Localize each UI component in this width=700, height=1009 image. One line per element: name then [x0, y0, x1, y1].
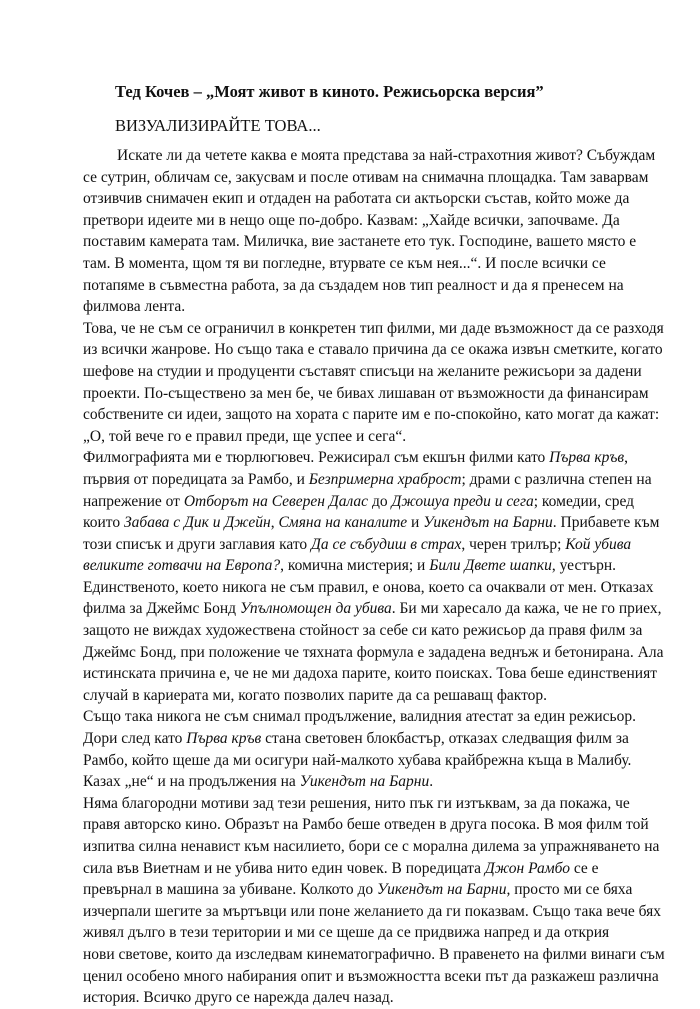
text-span: изчерпали шегите за мъртъвци или поне желанието да ги показвам. Също така вече бях — [83, 902, 662, 920]
italic-title-span: Първа кръв — [186, 730, 262, 748]
text-span: напрежение от — [83, 492, 184, 510]
text-line — [83, 577, 654, 599]
text-line — [83, 642, 664, 664]
italic-title-span: Били Двете шапки — [429, 557, 552, 575]
text-span: Това, че не съм се ограничил в конкретен тип филми, ми даде възможност да се разходя — [83, 319, 664, 337]
text-line — [83, 275, 643, 297]
text-span: отзивчив снимачен екип и отдаден на работата си актьорски състав, който може да — [83, 190, 630, 208]
text-span: живял дълго в тези територии и ми се щеше да се придвижа напред и да открия — [83, 924, 610, 942]
text-line — [83, 534, 643, 556]
text-span: „О, той вече го е правил преди, ще успее и сега“. — [83, 427, 407, 445]
text-line — [83, 469, 652, 491]
text-line — [83, 750, 643, 772]
text-span: Филмографията ми е тюрлюгювеч. Режисирал съм екшън филми като — [83, 449, 550, 467]
text-span: Също така никога не съм снимал продължение, валидния атестат за един режисьор. — [83, 708, 637, 726]
text-span: сила във Виетнам и не убива нито един човек. В поредицата — [83, 859, 485, 877]
text-span: до — [368, 492, 392, 510]
text-span: история. Всичко друго се нарежда далеч назад. — [83, 989, 394, 1007]
text-span: , уестърн. — [551, 557, 617, 575]
text-span: ; драми с различна степен на — [461, 470, 652, 488]
text-span: които — [83, 514, 124, 532]
text-span: се сутрин, обличам се, закусвам и после отивам на снимачна площадка. Там заварвам — [83, 168, 649, 186]
text-line — [83, 706, 643, 728]
text-line — [83, 793, 643, 815]
text-span: потапяме в съвместна работа, за да създадем нов тип реалност и да я пренесем на — [83, 276, 624, 294]
italic-title-span: великите готвачи на Европа? — [83, 557, 281, 575]
text-span: филмова лента. — [83, 298, 186, 316]
text-span: Няма благородни мотиви зад тези решения, нито пък ги изтъквам, за да покажа, че — [83, 794, 630, 812]
text-span: ; комедии, сред — [533, 492, 635, 510]
text-line — [83, 555, 643, 577]
text-span: шефове на студии и продуценти съставят списъци на желаните режисьори за дадени — [83, 362, 642, 380]
text-span: нови светове, които да изследвам кинематографично. В правенето на филми винаги съм — [83, 945, 665, 963]
text-line — [83, 663, 657, 685]
text-span: Единственото, което никога не съм правил, е онова, което са очаквали от мен. Отказах — [83, 578, 654, 596]
document-title: Тед Кочев – „Моят живот в киното. Режисьорска версия” — [115, 82, 544, 101]
text-span: филма за Джеймс Бонд — [83, 600, 240, 618]
text-span: . — [429, 773, 434, 791]
text-line — [83, 339, 663, 361]
italic-title-span: Джон Рамбо — [484, 859, 570, 877]
text-span: , черен трилър; — [461, 535, 566, 553]
italic-title-span: Първа кръв — [549, 449, 625, 467]
text-line — [83, 620, 643, 642]
text-span: претвори идеите ми в нещо още по-добро. Казвам: „Хайде всички, започваме. Да — [83, 211, 620, 229]
text-line — [83, 685, 643, 707]
italic-title-span: Уикендът на Барни, — [376, 881, 511, 899]
text-span: превърнал в машина за убиване. Колкото до — [83, 881, 377, 899]
text-line — [83, 728, 643, 750]
text-line — [83, 426, 643, 448]
text-line — [83, 814, 649, 836]
text-span: поставим камерата там. Миличка, вие застанете ето тук. Господине, вашето място е — [83, 233, 637, 251]
text-line — [83, 296, 643, 318]
text-span: . Би ми харесало да кажа, че не го приех, — [391, 600, 662, 618]
text-line — [83, 966, 659, 988]
text-line — [83, 512, 660, 534]
text-span: Дори след като — [83, 730, 187, 748]
text-span: случай в кариерата ми, когато позволих парите да са решаващ фактор. — [83, 686, 548, 704]
text-line — [83, 491, 643, 513]
text-line — [83, 318, 664, 340]
italic-title-span: Уикендът на Барни — [299, 773, 430, 791]
italic-title-span: Забава с Дик и Джейн — [123, 514, 271, 532]
text-span: изпитва силна ненавист към насилието, бори се с морална дилема за упражняването на — [83, 838, 660, 855]
italic-title-span: Безпримерна храброст — [308, 470, 462, 488]
text-span: и — [407, 514, 424, 532]
text-span: . Прибавете към — [552, 514, 660, 532]
text-line — [83, 383, 649, 405]
italic-title-span: Смяна на каналите — [278, 514, 408, 532]
text-span: , — [270, 514, 279, 532]
text-line — [83, 901, 662, 923]
text-line — [83, 987, 643, 1009]
italic-title-span: Да се събудиш в страх — [311, 535, 462, 553]
text-line — [83, 210, 643, 232]
text-span: този списък и други заглавия като — [83, 535, 312, 553]
text-line — [83, 771, 643, 793]
text-span: Джеймс Бонд, при положение че тяхната формула е зададена веднъж и бетонирана. Ала — [83, 643, 664, 661]
text-line — [83, 167, 649, 189]
text-span: из всички жанрове. Но също така е ставало причина да се окажа извън сметките, когато — [83, 341, 663, 359]
text-line — [83, 145, 656, 167]
text-span: Искате ли да четете каква е моята представа за най-страхотния живот? Събуждам — [117, 147, 656, 164]
text-span: Рамбо, който щеше да ми осигури най-малкото хубава крайбрежна къща в Малибу. — [83, 751, 632, 769]
body-text — [83, 145, 665, 1009]
text-span: първия от поредицата за Рамбо, и — [83, 470, 309, 488]
text-span: собствените си идеи, защото на хората с парите им е по-спокойно, като могат да кажат: — [83, 406, 660, 424]
italic-title-span: Кой убива — [565, 535, 632, 553]
text-line — [83, 879, 643, 901]
italic-title-span: Уикендът на Барни — [423, 514, 553, 532]
text-span: ценил особено много набирания опит и възможността всеки път да разкажеш различна — [83, 967, 659, 985]
text-line — [83, 598, 662, 620]
text-line — [83, 922, 643, 944]
text-line — [83, 253, 643, 275]
text-line — [83, 944, 665, 966]
text-span: истинската причина е, че не ми дадоха парите, които поисках. Това беше единственият — [83, 665, 657, 683]
text-span: Казах „не“ и на продължения на — [83, 773, 300, 791]
text-span: там. В момента, щом тя ви погледне, втурвате се към нея...“. И после всички се — [83, 254, 606, 272]
text-line — [83, 447, 643, 469]
text-span: правя авторско кино. Образът на Рамбо беше отведен в друга посока. В моя филм той — [83, 816, 649, 834]
text-span: защото не виждах художествена стойност за себе си като режисьор да правя филм за — [83, 622, 643, 640]
text-line — [83, 361, 643, 383]
italic-title-span: Джошуа преди и сега — [391, 492, 534, 510]
text-span: стана световен блокбастър, отказах следващия филм за — [261, 730, 629, 748]
text-line — [83, 858, 643, 880]
text-line — [83, 404, 660, 426]
text-span: се е — [569, 859, 599, 877]
text-span: , — [624, 449, 629, 467]
text-span: просто ми се бяха — [510, 881, 633, 899]
text-span: проекти. По-съществено за мен бе, че бивах лишаван от възможности да финансирам — [83, 384, 649, 402]
section-heading: ВИЗУАЛИЗИРАЙТЕ ТОВА... — [115, 116, 321, 135]
text-line — [83, 836, 660, 858]
text-line — [83, 188, 643, 210]
italic-title-span: Упълномощен да убива — [239, 600, 392, 618]
italic-title-span: Отборът на Северен Далас — [183, 492, 369, 510]
text-line — [83, 231, 643, 253]
text-span: , комична мистерия; и — [280, 557, 430, 575]
